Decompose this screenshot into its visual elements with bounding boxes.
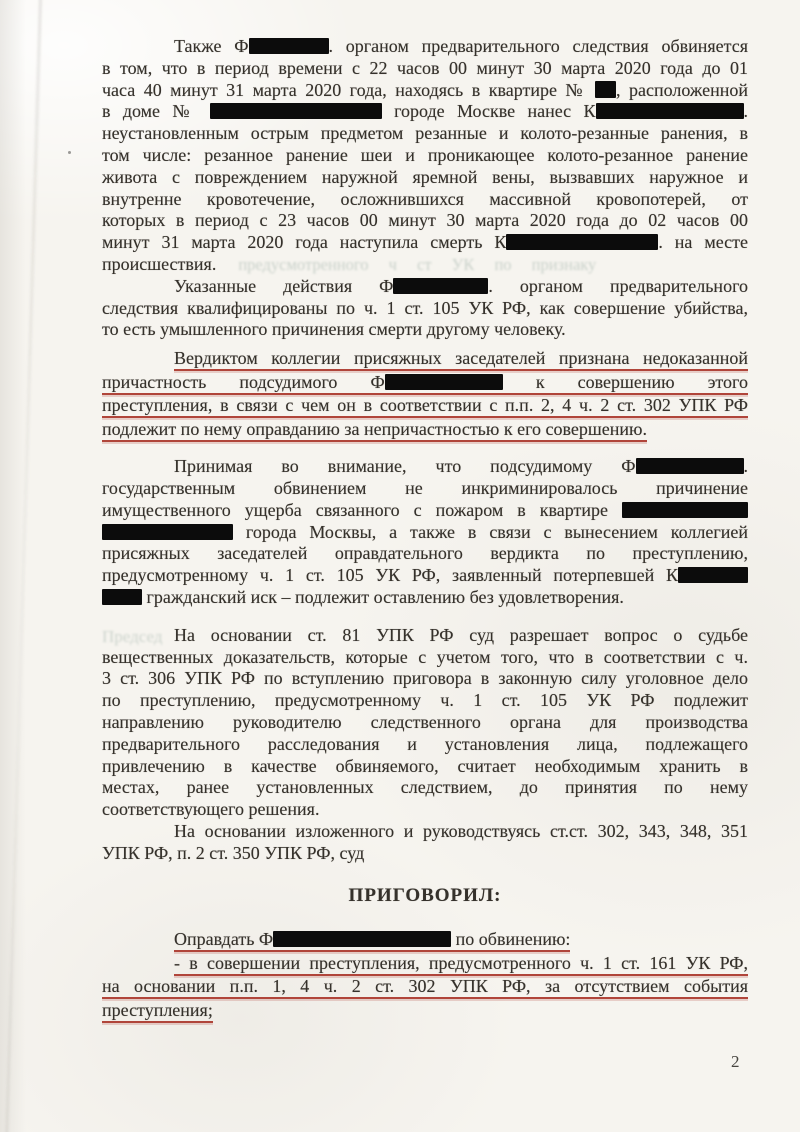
text-line: вещественных доказательств, которые с учетом того, что в соответствии с ч. (102, 646, 748, 667)
page-number: 2 (731, 1052, 740, 1071)
text-line: гражданский иск – подлежит оставлению без удовлетворения. (102, 587, 748, 609)
text-line: предусмотренному ч. 1 ст. 105 УК РФ, заявленный потерпевшей К (102, 565, 748, 587)
text-line: том числе: резанное ранение шеи и проникающее колото-резанное ранение (102, 144, 748, 165)
text-line (102, 347, 748, 371)
text-line: На основании ст. 81 УПК РФ суд разрешает вопрос о судьбе (174, 624, 748, 645)
text-line: Также Ф . органом предварительного следствия обвиняется (174, 36, 748, 56)
text-line (102, 394, 748, 418)
red-underlined-text: преступления, в связи с чем он в соответствии с п.п. 2, 4 ч. 2 ст. 302 УПК РФ (102, 395, 748, 418)
text-line: в доме № городе Москве нанес К . (102, 101, 748, 122)
text-line: Принимая во внимание, что подсудимому Ф . (174, 456, 748, 477)
redaction-bar (393, 278, 488, 294)
text-line: Указанные действия Ф . органом предварительного (174, 275, 748, 296)
bleedthrough-text: Председ (102, 627, 163, 646)
text-line: следствия квалифицированы по ч. 1 ст. 105 УК РФ, как совершение убийства, (102, 297, 748, 318)
red-underlined-text: преступления; (102, 1000, 213, 1023)
paragraph-civil-claim (102, 456, 748, 609)
verdict-heading: ПРИГОВОРИЛ: (348, 884, 502, 906)
text-line: 3 ст. 306 УПК РФ по вступлению приговора в законную силу уголовное дело (102, 668, 748, 689)
text-line: минут 31 марта 2020 года наступила смерть К . на месте (102, 232, 749, 253)
text-line: часа 40 минут 31 марта 2020 года, находясь в квартире № , расположенной (102, 79, 748, 100)
text-line: направлению руководителю следственного органа для производства (102, 711, 748, 732)
paragraph-qualification (102, 276, 748, 341)
text-line: то есть умышленного причинения смерти другому человеку. (102, 319, 566, 340)
red-underlined-text: на основании п.п. 1, 4 ч. 2 ст. 302 УПК РФ, за отсутствием события (102, 976, 748, 999)
redaction-bar (102, 524, 233, 540)
text-line (102, 418, 748, 442)
redaction-bar (273, 931, 451, 947)
redaction-bar (678, 567, 748, 583)
text-line: в том, что в период времени с 22 часов 00 минут 30 марта 2020 года до 01 (102, 57, 748, 78)
text-line: присяжных заседателей оправдательного вердикта по преступлению, (102, 543, 748, 564)
paragraph-evidence (102, 625, 748, 821)
text-line: по преступлению, предусмотренному ч. 1 ст. 105 УК РФ подлежит (102, 690, 748, 711)
redaction-bar (622, 502, 748, 518)
red-underlined-text: Оправдать Ф по обвинению: (174, 929, 570, 952)
red-underlined-text: - в совершении преступления, предусмотренного ч. 1 ст. 161 УК РФ, (174, 953, 748, 976)
redaction-bar (102, 589, 142, 605)
text-line: города Москвы, а также в связи с вынесением коллегией (102, 522, 748, 544)
text-line: имущественного ущерба связанного с пожаром в квартире (102, 500, 748, 522)
paragraph-jury-verdict (102, 347, 748, 441)
text-line: УПК РФ, п. 2 ст. 350 УПК РФ, суд (102, 842, 365, 863)
text-line: которых в период с 23 часов 00 минут 30 марта 2020 года до 02 часов 00 (102, 210, 748, 231)
text-line: происшествия. предусмотренного ч ст УК по признаку (102, 253, 597, 274)
text-line: На основании изложенного и руководствуясь ст.ст. 302, 343, 348, 351 (174, 820, 748, 841)
redaction-bar (385, 374, 503, 390)
redaction-bar (506, 234, 658, 250)
paragraph-intro-charge (102, 36, 748, 276)
redaction-bar (636, 458, 744, 474)
text-line: соответствующего решения. (102, 799, 320, 820)
redaction-bar (249, 38, 329, 54)
text-line: привлечению в качестве обвиняемого, считает необходимым хранить в (102, 755, 748, 776)
text-line (102, 371, 748, 395)
text-line: местах, ранее установленных следствием, до принятия по нему (102, 777, 748, 798)
text-line (102, 928, 748, 952)
scan-speck (68, 151, 71, 154)
red-underlined-text: подлежит по нему оправданию за непричастностью к его совершению. (102, 419, 647, 442)
redaction-bar (596, 103, 744, 119)
text-line (102, 975, 748, 999)
paragraph-acquittal (102, 928, 748, 1022)
red-underlined-text: Вердиктом коллегии присяжных заседателей признана недоказанной (174, 348, 748, 371)
paragraph-legal-basis (102, 821, 748, 865)
text-line: внутренне кровотечение, осложнившихся массивной кровопотерей, от (102, 188, 748, 209)
bleedthrough-text: предусмотренного ч ст УК по признаку (238, 254, 597, 274)
text-line: государственным обвинением не инкриминировалось причинение (102, 477, 748, 498)
red-underlined-text: причастность подсудимого Ф к совершению этого (102, 372, 748, 395)
document-body (102, 36, 748, 1022)
redaction-bar (595, 81, 616, 98)
text-line: неустановленным острым предметом резанные и колото-резанные ранения, в (102, 123, 748, 144)
text-line (102, 952, 748, 976)
text-line (102, 999, 748, 1023)
text-line: живота с повреждением наружной яремной вены, вызвавших наружное и (102, 166, 748, 187)
redaction-bar (210, 103, 382, 119)
text-line: предварительного расследования и установления лица, подлежащего (102, 733, 748, 754)
